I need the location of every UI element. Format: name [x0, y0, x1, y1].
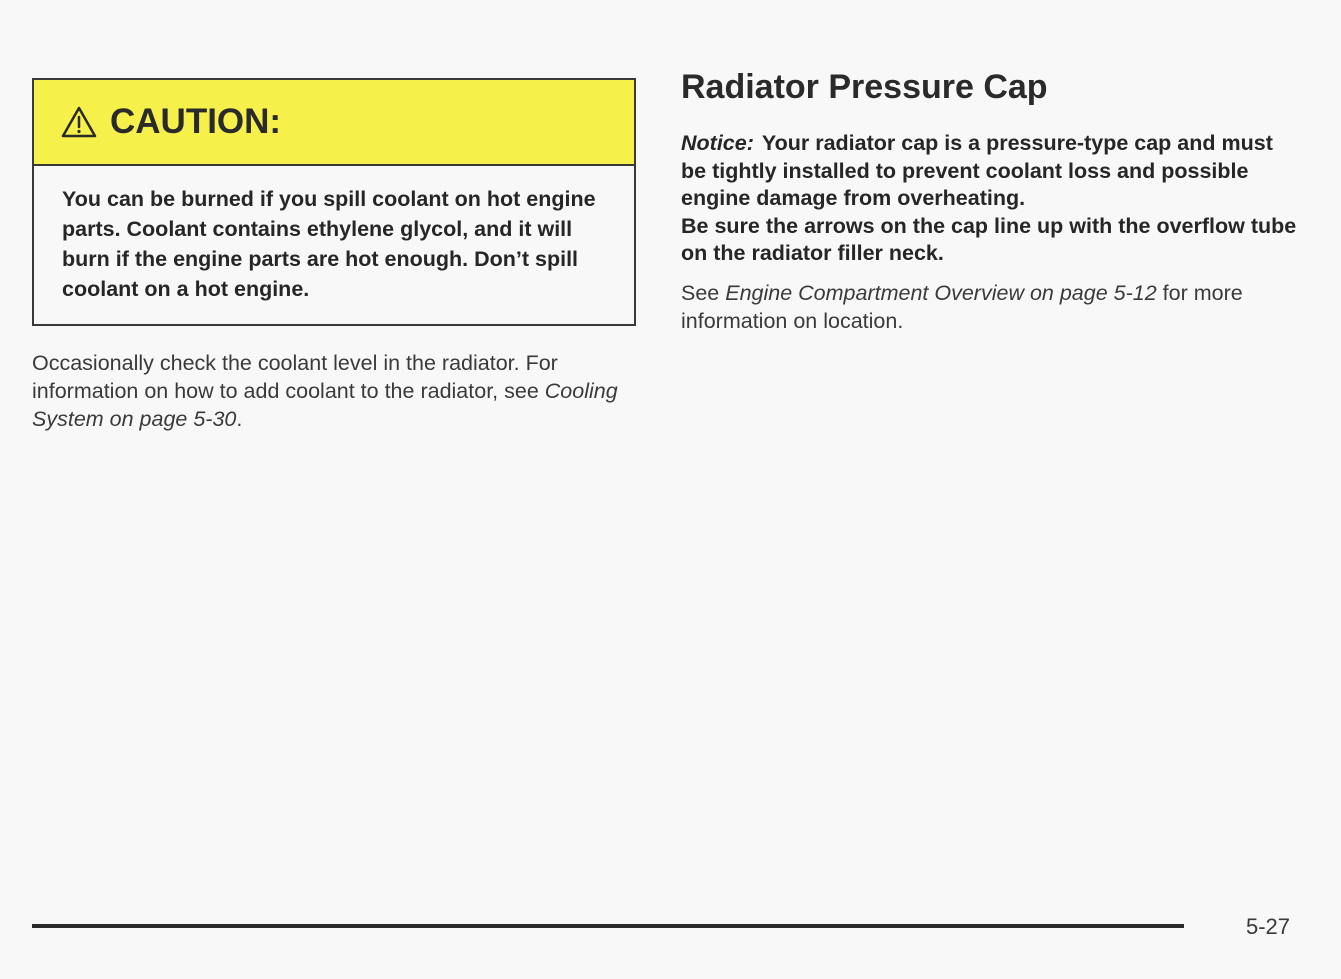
caution-title: CAUTION:	[110, 102, 282, 141]
see-tail: for more information on location.	[681, 281, 1243, 333]
caution-box	[32, 78, 636, 326]
notice-label: Notice:	[681, 131, 754, 155]
page-number: 5-27	[1246, 914, 1291, 939]
section-title: Radiator Pressure Cap	[681, 68, 1048, 106]
notice-text-2: Be sure the arrows on the cap line up with the overflow tube on the radiator filler neck.	[681, 213, 1297, 265]
coolant-check-paragraph	[32, 349, 632, 433]
caution-body: You can be burned if you spill coolant on hot engine parts. Coolant contains ethylene glycol, and it will burn if the engine parts are hot enough. Don’t spill coolant on a hot engine.	[62, 187, 596, 301]
engine-compartment-link[interactable]: Engine Compartment Overview on page 5-12	[725, 281, 1157, 305]
cooling-system-link[interactable]: Cooling System on page 5-30	[32, 379, 618, 431]
notice-text-1: Your radiator cap is a pressure-type cap and must be tightly installed to prevent coolant loss and possible engine damage from overheating.	[681, 131, 1273, 210]
coolant-check-end: .	[236, 407, 243, 431]
caution-header	[34, 80, 634, 166]
see-paragraph	[681, 279, 1301, 335]
notice-paragraph	[681, 130, 1301, 268]
footer-rule	[32, 924, 1184, 928]
warning-triangle-icon	[60, 105, 98, 139]
coolant-check-text: Occasionally check the coolant level in the radiator. For information on how to add coolant to the radiator, see	[32, 351, 558, 403]
see-lead: See	[681, 281, 726, 305]
